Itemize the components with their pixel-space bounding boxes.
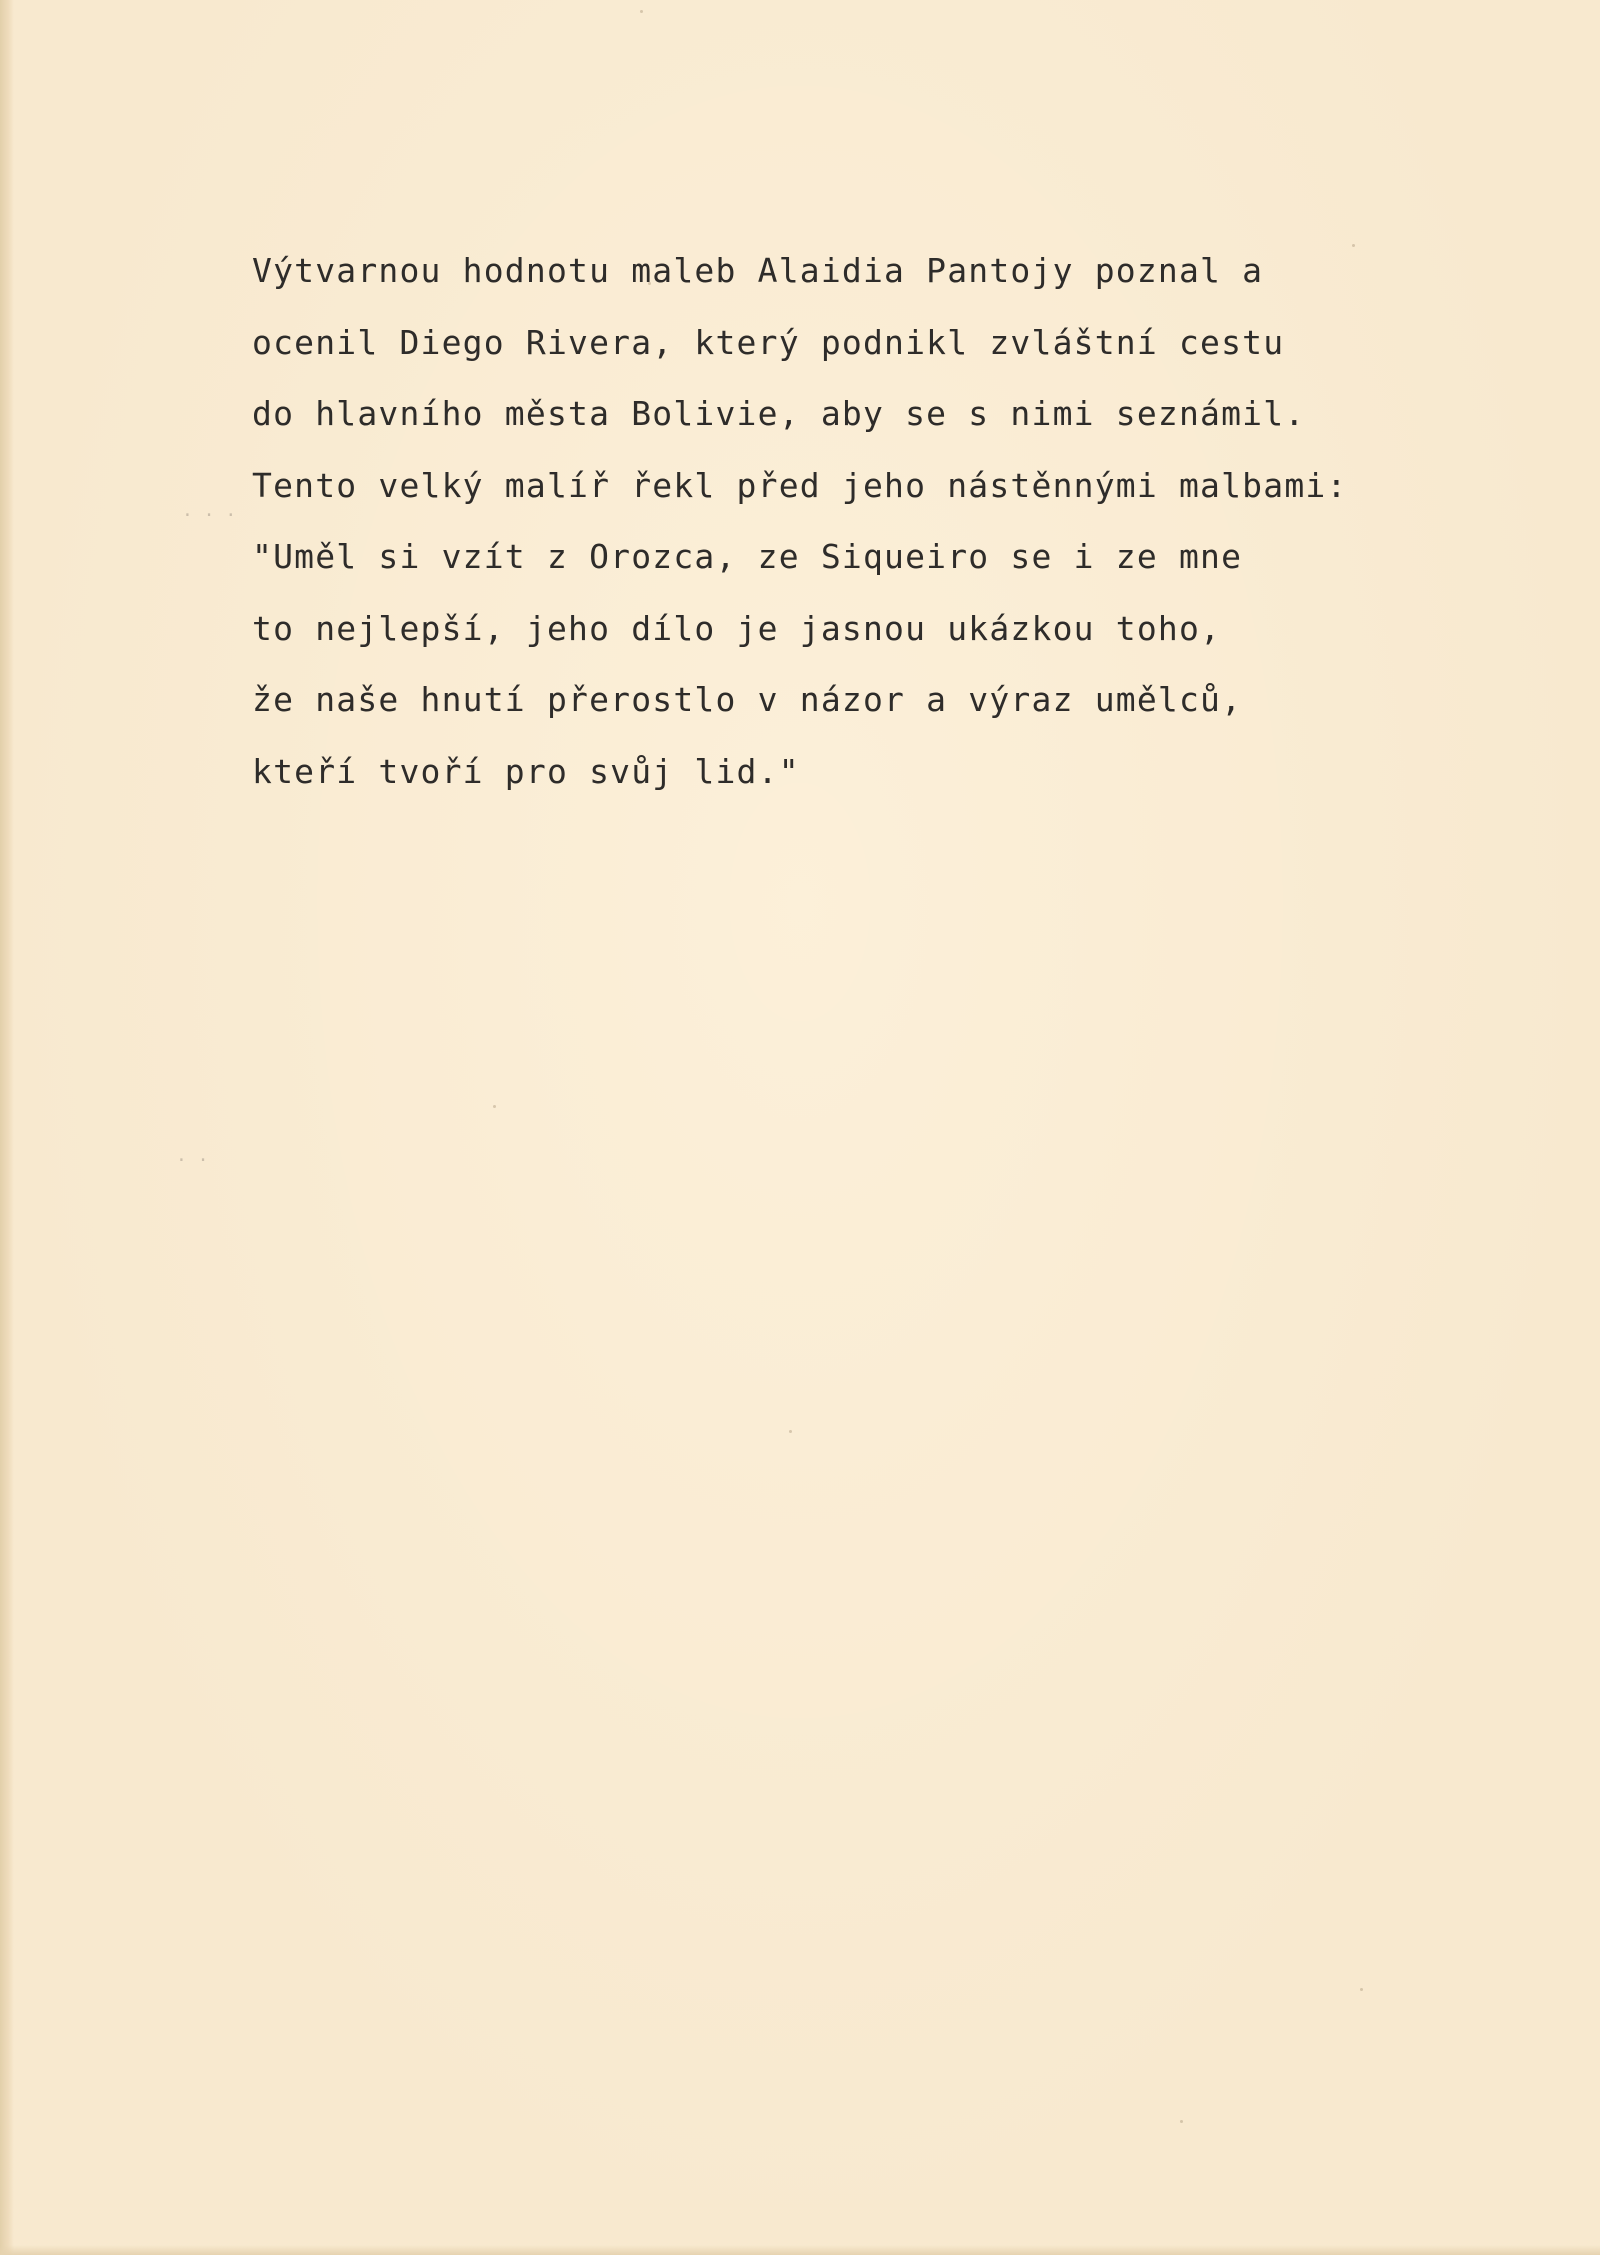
paper-speck (1360, 1988, 1363, 1991)
text-line-7: že naše hnutí přerostlo v názor a výraz umělců, (252, 680, 1243, 719)
paper-speck (493, 1105, 496, 1108)
typewritten-text (252, 246, 1348, 818)
text-line-5: "Uměl si vzít z Orozca, ze Siqueiro se i ze mne (252, 537, 1243, 576)
paper-speck (1352, 244, 1355, 247)
text-line-8: kteří tvoří pro svůj lid." (252, 751, 800, 791)
paper-bottom-edge (0, 2245, 1600, 2255)
text-line-2: ocenil Diego Rivera, který podnikl zvláštní cestu (252, 322, 1285, 362)
faint-show-through-mark: · · (176, 1150, 209, 1171)
text-line-1: Výtvarnou hodnotu maleb Alaidia Pantojy poznal a (252, 251, 1264, 290)
paper-speck (640, 10, 643, 13)
text-line-3: do hlavního města Bolivie, aby se s nimi seznámil. (252, 394, 1306, 433)
paper-left-edge (0, 0, 14, 2255)
text-line-4: Tento velký malíř řekl před jeho nástěnnými malbami: (252, 465, 1348, 505)
faint-show-through-mark: · · · (182, 505, 237, 526)
text-line-6: to nejlepší, jeho dílo je jasnou ukázkou toho, (252, 608, 1222, 648)
paper-speck (1180, 2120, 1183, 2123)
paper-speck (789, 1430, 792, 1433)
